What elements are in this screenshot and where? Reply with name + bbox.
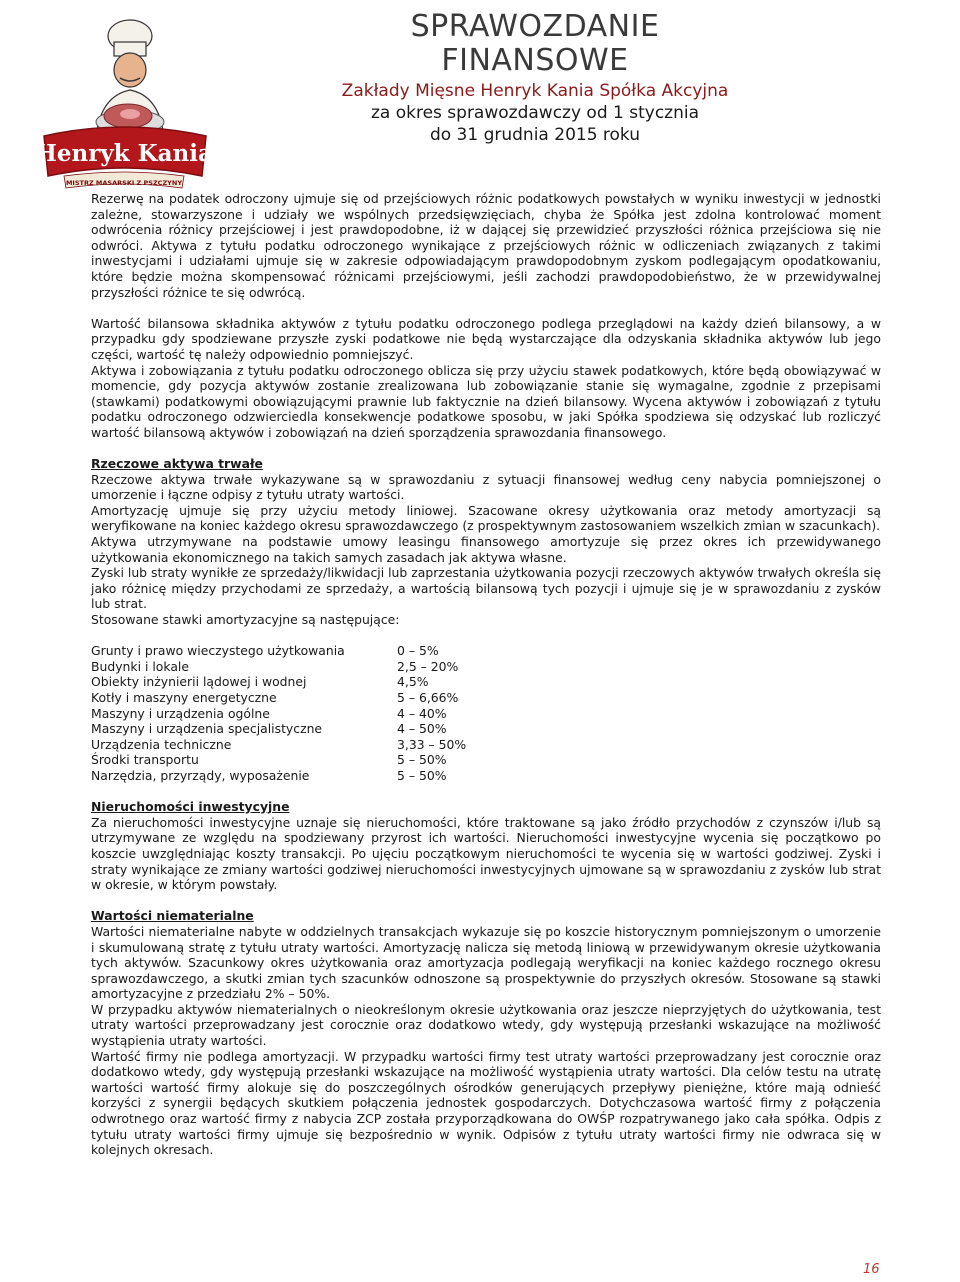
depreciation-rates-table xyxy=(91,643,466,783)
section-heading-investment-property: Nieruchomości inwestycyjne xyxy=(91,799,290,815)
rate-value: 5 – 6,66% xyxy=(397,690,459,705)
paragraph: Rzeczowe aktywa trwałe wykazywane są w sprawozdaniu z sytuacji finansowej według ceny nabycia pomniejszonej o umorzenie i łączne odpisy z tytułu utraty wartości. xyxy=(91,471,881,503)
table-row xyxy=(91,721,466,737)
period-line-1: za okres sprawozdawczy od 1 stycznia xyxy=(370,103,700,123)
page-header xyxy=(0,0,960,190)
table-row xyxy=(91,643,466,659)
period-line-2: do 31 grudnia 2015 roku xyxy=(429,125,641,145)
table-row xyxy=(91,659,466,675)
rate-name: Budynki i lokale xyxy=(91,658,189,674)
rate-name: Środki transportu xyxy=(91,752,199,768)
chef-logo-icon xyxy=(34,18,214,190)
document-body xyxy=(91,191,881,1158)
section-heading-fixed-assets: Rzeczowe aktywa trwałe xyxy=(91,456,263,472)
rate-name: Grunty i prawo wieczystego użytkowania xyxy=(91,643,345,659)
company-name: Zakłady Mięsne Henryk Kania Spółka Akcyjna xyxy=(341,81,729,101)
table-row xyxy=(91,706,466,722)
paragraph: Wartości niematerialne nabyte w oddzielnych transakcjach wykazuje się po koszcie historycznym pomniejszonym o umorzenie i skumulowaną stratę z tytułu utraty wartości. Amortyzację nalicza się metodą liniową w przewidywanym okresie użytkowania tych aktywów. Szacunkowy okres użytkowania oraz amortyzacja podlegają weryfikacji na koniec każdego rocznego okresu sprawozdawczego, a skutki zmian tych szacunków odnoszone są prospektywnie do przyszłych okresów. Stosowane są stawki amortyzacyjne z przedziału 2% – 50%. xyxy=(91,923,881,1002)
paragraph: W przypadku aktywów niematerialnych o nieokreślonym okresie użytkowania oraz jeszcze nieprzyjętych do użytkowania, test utraty wartości przeprowadzany jest corocznie oraz dodatkowo wtedy, gdy występują przesłanki wskazujące na możliwość wystąpienia utraty wartości. xyxy=(91,1001,881,1049)
table-row xyxy=(91,737,466,753)
table-row xyxy=(91,752,466,768)
section-heading-intangibles: Wartości niematerialne xyxy=(91,908,254,924)
table-row xyxy=(91,690,466,706)
rate-value: 0 – 5% xyxy=(397,643,439,659)
table-row xyxy=(91,674,466,690)
paragraph: Rezerwę na podatek odroczony ujmuje się od przejściowych różnic podatkowych powstałych w wyniku inwestycji w jednostki zależne, stowarzyszone i udziały we wspólnych przedsięwzięciach, chyba że Spółka jest zdolna kontrolować moment odwrócenia różnicy przejściowej i jest prawdopodobne, iż w dającej się przewidzieć przyszłości różnica przejściowa się nie odwróci. Aktywa z tytułu podatku odroczonego wynikające z przejściowych różnic w odliczeniach związanych z takimi inwestycjami i udziałami ujmuje się w zakresie odpowiadającym prawdopodobnym zyskom podlegającym opodatkowaniu, które będzie można skompensować różnicami przejściowymi, jeśli zachodzi prawdopodobieństwo, że w przewidywalnej przyszłości różnice te się odwrócą. xyxy=(91,191,881,300)
table-row xyxy=(91,768,466,784)
paragraph: Zyski lub straty wynikłe ze sprzedaży/likwidacji lub zaprzestania użytkowania pozycji rzeczowych aktywów trwałych określa się jako różnicę między przychodami ze sprzedaży, a wartością bilansową tych pozycji i ujmuje się je w sprawozdaniu z zysków lub strat. xyxy=(91,565,881,612)
paragraph: Za nieruchomości inwestycyjne uznaje się nieruchomości, które traktowane są jako źródło przychodów z czynszów i/lub są utrzymywane ze względu na spodziewany przyrost ich wartości. Nieruchomości inwestycyjne wycenia się początkowo po koszcie uwzględniając koszty transakcji. Po ujęciu początkowym nieruchomości te wycenia się w wartości godziwej. Zyski i straty wynikające ze zmiany wartości godziwej nieruchomości inwestycyjnych ujmowane są w sprawozdaniu z zysków lub strat w okresie, w którym powstały. xyxy=(91,814,881,893)
rate-value: 3,33 – 50% xyxy=(397,736,467,752)
paragraph: Wartość bilansowa składnika aktywów z tytułu podatku odroczonego podlega przeglądowi na każdy dzień bilansowy, a w przypadku gdy spodziewane przyszłe zyski podatkowe nie będą wystarczające dla odzyskania składnika aktywów lub jego części, wartość tę należy odpowiednio pomniejszyć. xyxy=(91,315,881,362)
paragraph: Aktywa utrzymywane na podstawie umowy leasingu finansowego amortyzuje się przez okres ich przewidywanego użytkowania ekonomicznego na takich samych zasadach jak aktywa własne. xyxy=(91,534,881,565)
report-title: SPRAWOZDANIE FINANSOWE xyxy=(410,9,660,78)
rate-value: 4 – 50% xyxy=(397,721,447,737)
rate-name: Urządzenia techniczne xyxy=(91,736,232,752)
logo-text: Henryk Kania xyxy=(35,140,213,167)
rate-name: Narzędzia, przyrządy, wyposażenie xyxy=(91,767,310,783)
rate-value: 2,5 – 20% xyxy=(397,658,459,674)
paragraph: Aktywa i zobowiązania z tytułu podatku odroczonego oblicza się przy użyciu stawek podatkowych, które będą obowiązywać w momencie, gdy pozycja aktywów zostanie zrealizowana lub zobowiązanie stanie się wymagalne, zgodnie z przepisami (stawkami) podatkowymi obowiązującymi prawnie lub faktycznie na dzień bilansowy. Wycena aktywów i zobowiązań z tytułu podatku odroczonego odzwierciedla konsekwencje podatkowe sposobu, w jaki Spółka spodziewa się odzyskać lub rozliczyć wartość bilansową aktywów i zobowiązań na dzień sporządzenia sprawozdania finansowego. xyxy=(91,362,881,440)
rate-name: Maszyny i urządzenia specjalistyczne xyxy=(91,721,323,737)
paragraph: Stosowane stawki amortyzacyjne są następujące: xyxy=(91,612,400,628)
page-number: 16 xyxy=(863,1262,880,1277)
paragraph: Wartość firmy nie podlega amortyzacji. W przypadku wartości firmy test utraty wartości przeprowadzany jest corocznie oraz dodatkowo wtedy, gdy występują przesłanki wskazujące na możliwość wystąpienia utraty wartości. Dla celów testu na utratę wartości wartość firmy alokuje się do poszczególnych ośrodków generujących przepływy pieniężne, które mają odnieść korzyści z synergii będących skutkiem połączenia jednostek gospodarczych. Dotychczasowa wartość firmy z połączenia odwrotnego oraz wartość firmy z nabycia ZCP została przyporządkowana do OWŚP rozpatrywanego jako cała spółka. Odpis z tytułu utraty wartości firmy ujmuje się bezpośrednio w wynik. Odpisów z tytułu utraty wartości firmy nie odwraca się w kolejnych okresach. xyxy=(91,1048,881,1158)
rate-name: Obiekty inżynierii lądowej i wodnej xyxy=(91,674,307,690)
rate-name: Kotły i maszyny energetyczne xyxy=(91,690,277,705)
company-logo xyxy=(34,18,214,190)
rate-name: Maszyny i urządzenia ogólne xyxy=(91,705,270,721)
logo-subtext: MISTRZ MASARSKI Z PSZCZYNY xyxy=(65,179,183,187)
rate-value: 5 – 50% xyxy=(397,767,447,783)
rate-value: 4,5% xyxy=(397,674,429,690)
rate-value: 4 – 40% xyxy=(397,705,447,721)
rate-value: 5 – 50% xyxy=(397,752,447,768)
report-title-block xyxy=(335,10,735,146)
paragraph: Amortyzację ujmuje się przy użyciu metody liniowej. Szacowane okresy użytkowania oraz metody amortyzacji są weryfikowane na koniec każdego okresu sprawozdawczego (z prospektywnym zastosowaniem wszelkich zmian w szacunkach). xyxy=(91,502,881,534)
